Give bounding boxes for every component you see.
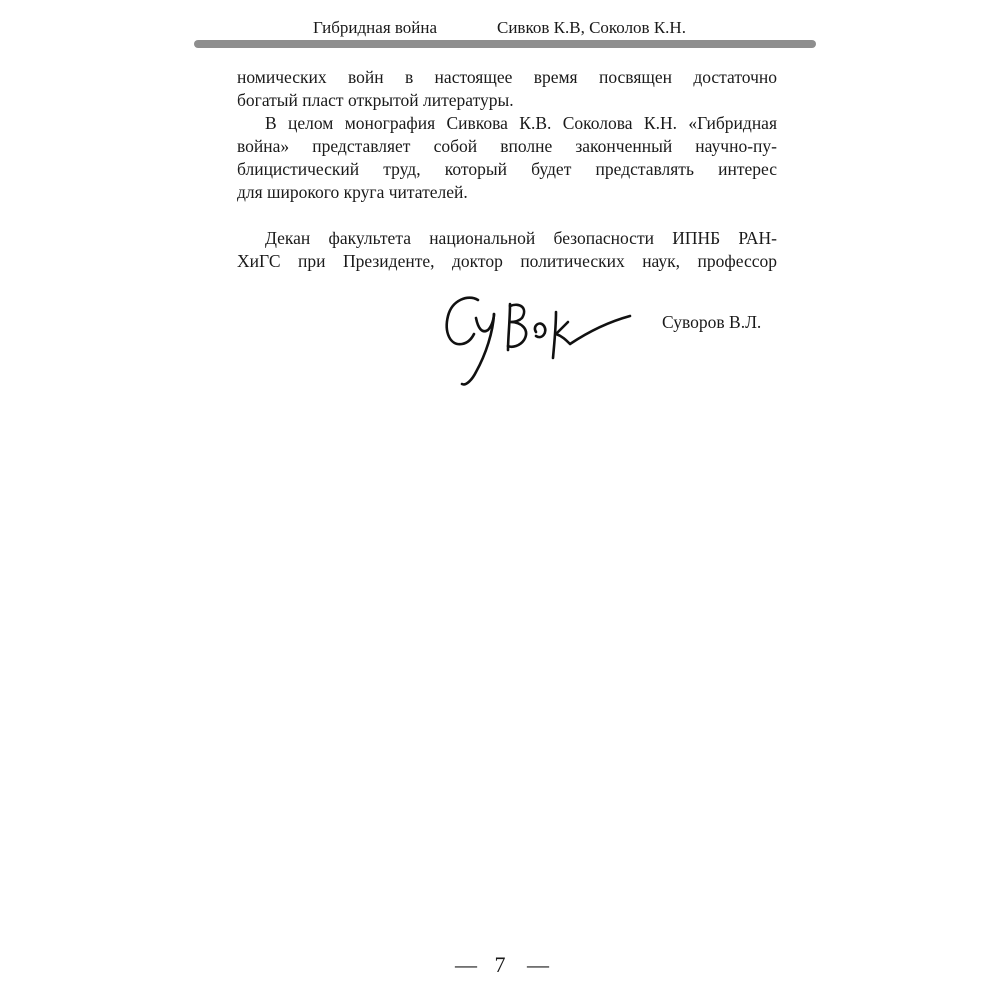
paragraph-continuation (237, 66, 777, 112)
body-text (237, 66, 777, 273)
text-line: номических войн в настоящее время посвящен достаточно (237, 67, 777, 87)
running-head-authors: Сивков К.В, Соколов К.Н. (497, 18, 686, 37)
signer-name: Суворов В.Л. (662, 312, 762, 332)
text-line: В целом монография Сивкова К.В. Соколова К.Н. «Гибридная (265, 113, 777, 133)
header-rule (194, 40, 816, 48)
folio-dash-left: — (455, 952, 477, 977)
page-number: 7 (494, 952, 506, 977)
running-head-title: Гибридная война (313, 18, 438, 37)
text-line: ХиГС при Президенте, доктор политических наук, профессор (237, 251, 777, 271)
handwritten-signature (438, 288, 634, 392)
page-folio (0, 952, 1000, 978)
text-line: богатый пласт открытой литературы. (237, 90, 514, 110)
folio-dash-right: — (527, 952, 549, 977)
paragraph-conclusion (237, 112, 777, 204)
text-line: для широкого круга читателей. (237, 182, 468, 202)
paragraph-signer-title (237, 227, 777, 273)
text-line: война» представляет собой вполне законченный научно-пу- (237, 136, 777, 156)
text-line: Декан факультета национальной безопасности ИПНБ РАН- (265, 228, 777, 248)
text-line: блицистический труд, который будет представлять интерес (237, 159, 777, 179)
